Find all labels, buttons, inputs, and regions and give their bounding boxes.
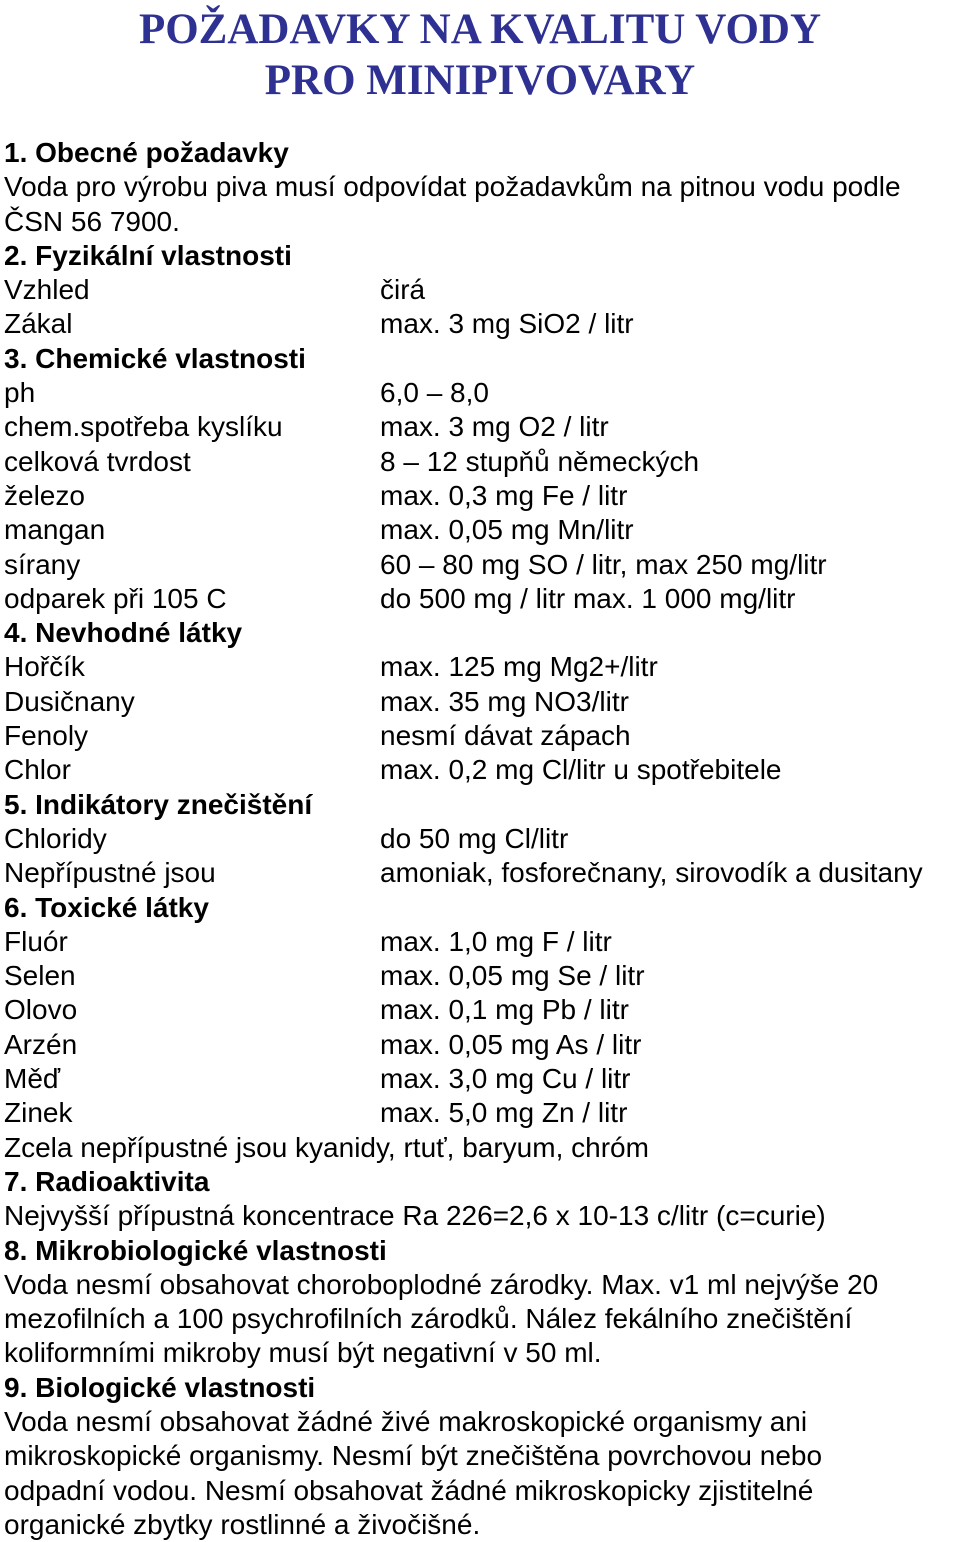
section-7-text-line: Nejvyšší přípustná koncentrace Ra 226=2,6 x 10-13 c/litr (c=curie) [4,1200,826,1232]
section-number: 7. [4,1165,28,1197]
property-row [4,410,960,444]
section-title: Mikrobiologické vlastnosti [35,1234,387,1266]
property-value: max. 0,3 mg Fe / litr [380,479,628,511]
property-value: max. 125 mg Mg2+/litr [380,651,658,683]
title-line-2: PRO MINIPIVOVARY [264,57,696,104]
property-label: Dusičnany [4,685,135,717]
property-value: do 50 mg Cl/litr [380,822,569,854]
property-row [4,376,960,410]
section-number: 1. [4,137,28,168]
section-number: 5. [4,788,28,820]
property-value: max. 35 mg NO3/litr [380,685,629,717]
section-9-text-line: organické zbytky rostlinné a živočišné. [4,1508,481,1540]
property-row [4,993,960,1027]
section-8-text-line: koliformními mikroby musí být negativní v 50 ml. [4,1337,602,1369]
property-value: max. 3 mg O2 / litr [380,411,609,443]
property-value: čirá [380,274,426,306]
section-1-text-line: Voda pro výrobu piva musí odpovídat požadavkům na pitnou vodu podle [4,171,901,203]
section-9-heading [4,1371,960,1405]
property-value: max. 0,05 mg Mn/litr [380,514,634,546]
property-value: 60 – 80 mg SO / litr, max 250 mg/litr [380,548,827,580]
section-8-heading [4,1234,960,1268]
property-row [4,753,960,787]
title-line-1: POŽADAVKY NA KVALITU VODY [138,6,822,53]
document-title [0,4,960,106]
property-value: max. 3,0 mg Cu / litr [380,1063,631,1095]
section-9-text-line: mikroskopické organismy. Nesmí být znečištěna povrchovou nebo [4,1440,823,1472]
section-6-heading [4,891,960,925]
property-row [4,1096,960,1130]
section-1-heading [4,136,960,170]
property-label: mangan [4,514,106,546]
property-value: max. 0,2 mg Cl/litr u spotřebitele [380,754,782,786]
property-row [4,479,960,513]
section-9-text-line: Voda nesmí obsahovat žádné živé makroskopické organismy ani [4,1405,808,1437]
property-label: Olovo [4,994,78,1026]
property-label: Měď [4,1063,61,1095]
property-row [4,513,960,547]
section-number: 4. [4,617,28,649]
property-row [4,1062,960,1096]
property-label: Zákal [4,308,73,340]
section-title: Nevhodné látky [35,617,243,649]
property-label: Zinek [4,1097,73,1129]
property-value: 8 – 12 stupňů německých [380,445,700,477]
section-title: Radioaktivita [35,1165,210,1197]
section-8-text-line: Voda nesmí obsahovat choroboplodné zárodky. Max. v1 ml nejvýše 20 [4,1268,879,1300]
section-8-text-line: mezofilních a 100 psychrofilních zárodků. Nález fekálního znečištění [4,1303,853,1335]
property-label: Chloridy [4,822,107,854]
document-body [4,136,960,1542]
property-value: do 500 mg / litr max. 1 000 mg/litr [380,582,796,614]
property-label: chem.spotřeba kyslíku [4,411,283,443]
property-label: Chlor [4,754,71,786]
property-row [4,822,960,856]
property-label: ph [4,377,36,409]
section-title: Biologické vlastnosti [35,1371,316,1403]
property-label: železo [4,479,85,511]
property-row [4,959,960,993]
property-label: Hořčík [4,651,85,683]
property-row [4,925,960,959]
property-label: Arzén [4,1028,78,1060]
section-5-heading [4,788,960,822]
property-label: Nepřípustné jsou [4,857,216,889]
property-row [4,1028,960,1062]
property-value: max. 3 mg SiO2 / litr [380,308,634,340]
property-value: 6,0 – 8,0 [380,377,489,409]
section-title: Chemické vlastnosti [35,342,306,374]
property-row [4,856,960,890]
section-title: Indikátory znečištění [35,788,313,820]
property-label: celková tvrdost [4,445,191,477]
property-row [4,685,960,719]
section-number: 9. [4,1371,28,1403]
property-label: sírany [4,548,81,580]
section-title: Toxické látky [35,891,209,923]
property-label: Vzhled [4,274,90,306]
property-value: max. 0,05 mg Se / litr [380,960,645,992]
property-value: amoniak, fosforečnany, sirovodík a dusitany [380,857,923,889]
property-row [4,650,960,684]
section-number: 8. [4,1234,28,1266]
property-label: Fenoly [4,720,89,752]
property-label: odparek při 105 C [4,582,227,614]
section-number: 3. [4,342,28,374]
property-label: Selen [4,960,76,992]
property-label: Fluór [4,925,68,957]
property-row [4,445,960,479]
property-row [4,273,960,307]
property-row [4,582,960,616]
section-number: 2. [4,239,28,271]
section-1-text-line: ČSN 56 7900. [4,205,180,237]
property-value: max. 0,05 mg As / litr [380,1028,642,1060]
section-3-heading [4,342,960,376]
section-title: Obecné požadavky [35,137,289,168]
section-6-note: Zcela nepřípustné jsou kyanidy, rtuť, baryum, chróm [4,1131,649,1163]
section-4-heading [4,616,960,650]
property-row [4,548,960,582]
section-number: 6. [4,891,28,923]
property-value: max. 5,0 mg Zn / litr [380,1097,628,1129]
section-9-text-line: odpadní vodou. Nesmí obsahovat žádné mikroskopicky zjistitelné [4,1474,814,1506]
property-row [4,719,960,753]
property-value: nesmí dávat zápach [380,720,631,752]
section-7-heading [4,1165,960,1199]
section-title: Fyzikální vlastnosti [35,239,292,271]
property-value: max. 1,0 mg F / litr [380,925,612,957]
property-row [4,307,960,341]
section-2-heading [4,239,960,273]
property-value: max. 0,1 mg Pb / litr [380,994,629,1026]
